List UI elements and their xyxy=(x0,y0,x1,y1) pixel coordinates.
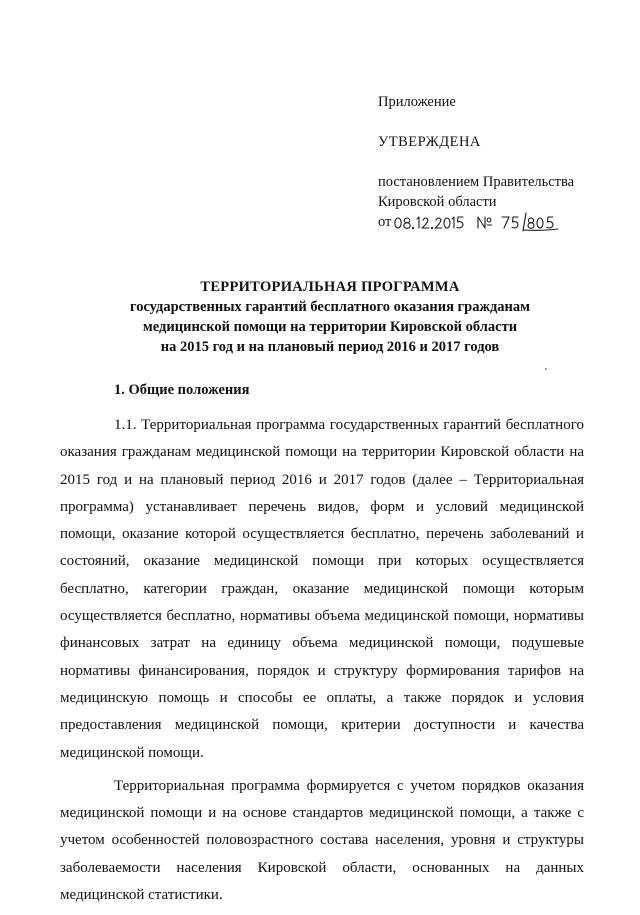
approved-label: УТВЕРЖДЕНА xyxy=(378,134,481,150)
approved-by-line2: Кировской области xyxy=(378,194,497,210)
date-number-row xyxy=(378,212,618,234)
title-line-4: на 2015 год и на плановый период 2016 и 2017 годов xyxy=(160,339,500,355)
date-prefix: от xyxy=(378,214,392,230)
paragraph-1: 1.1. Территориальная программа государственных гарантий бесплатного оказания гражданам медицинской помощи на территории Кировской области на 2015 год и на плановый период 2016 и 2017 годов (далее – Территориальная программа) устанавливает перечень видов, форм и условий медицинской помощи, оказание которой осуществляется бесплатно, перечень заболеваний и состояний, оказание медицинской помощи при которых осуществляется бесплатно, категории граждан, оказание медицинской помощи которым осуществляется бесплатно, нормативы объема медицинской помощи, нормативы финансовых затрат на единицу объема медицинской помощи, подушевые нормативы финансирования, порядок и структуру формирования тарифов на медицинскую помощь и способы ее оплаты, а также порядок и условия предоставления медицинской помощи, критерии доступности и качества медицинской помощи. xyxy=(60,417,584,761)
scan-speck xyxy=(545,368,547,370)
title-line-1: ТЕРРИТОРИАЛЬНАЯ ПРОГРАММА xyxy=(200,279,460,295)
paragraph-2: Территориальная программа формируется с учетом порядков оказания медицинской помощи и на основе стандартов медицинской помощи, а также с учетом особенностей половозрастного состава населения, уровня и структуры заболеваемости населения Кировской области, основанных на данных медицинской статистики. xyxy=(60,777,584,904)
approval-block xyxy=(378,92,618,234)
title-line-2: государственных гарантий бесплатного оказания гражданам xyxy=(129,299,531,315)
document-title xyxy=(60,277,600,357)
handwritten-date-number xyxy=(392,210,562,234)
section-heading: 1. Общие положения xyxy=(114,382,250,398)
title-line-3: медицинской помощи на территории Кировской области xyxy=(142,319,518,335)
approved-by-line1: постановлением Правительства xyxy=(378,174,575,190)
section-body xyxy=(60,412,584,915)
appendix-label: Приложение xyxy=(378,94,456,110)
